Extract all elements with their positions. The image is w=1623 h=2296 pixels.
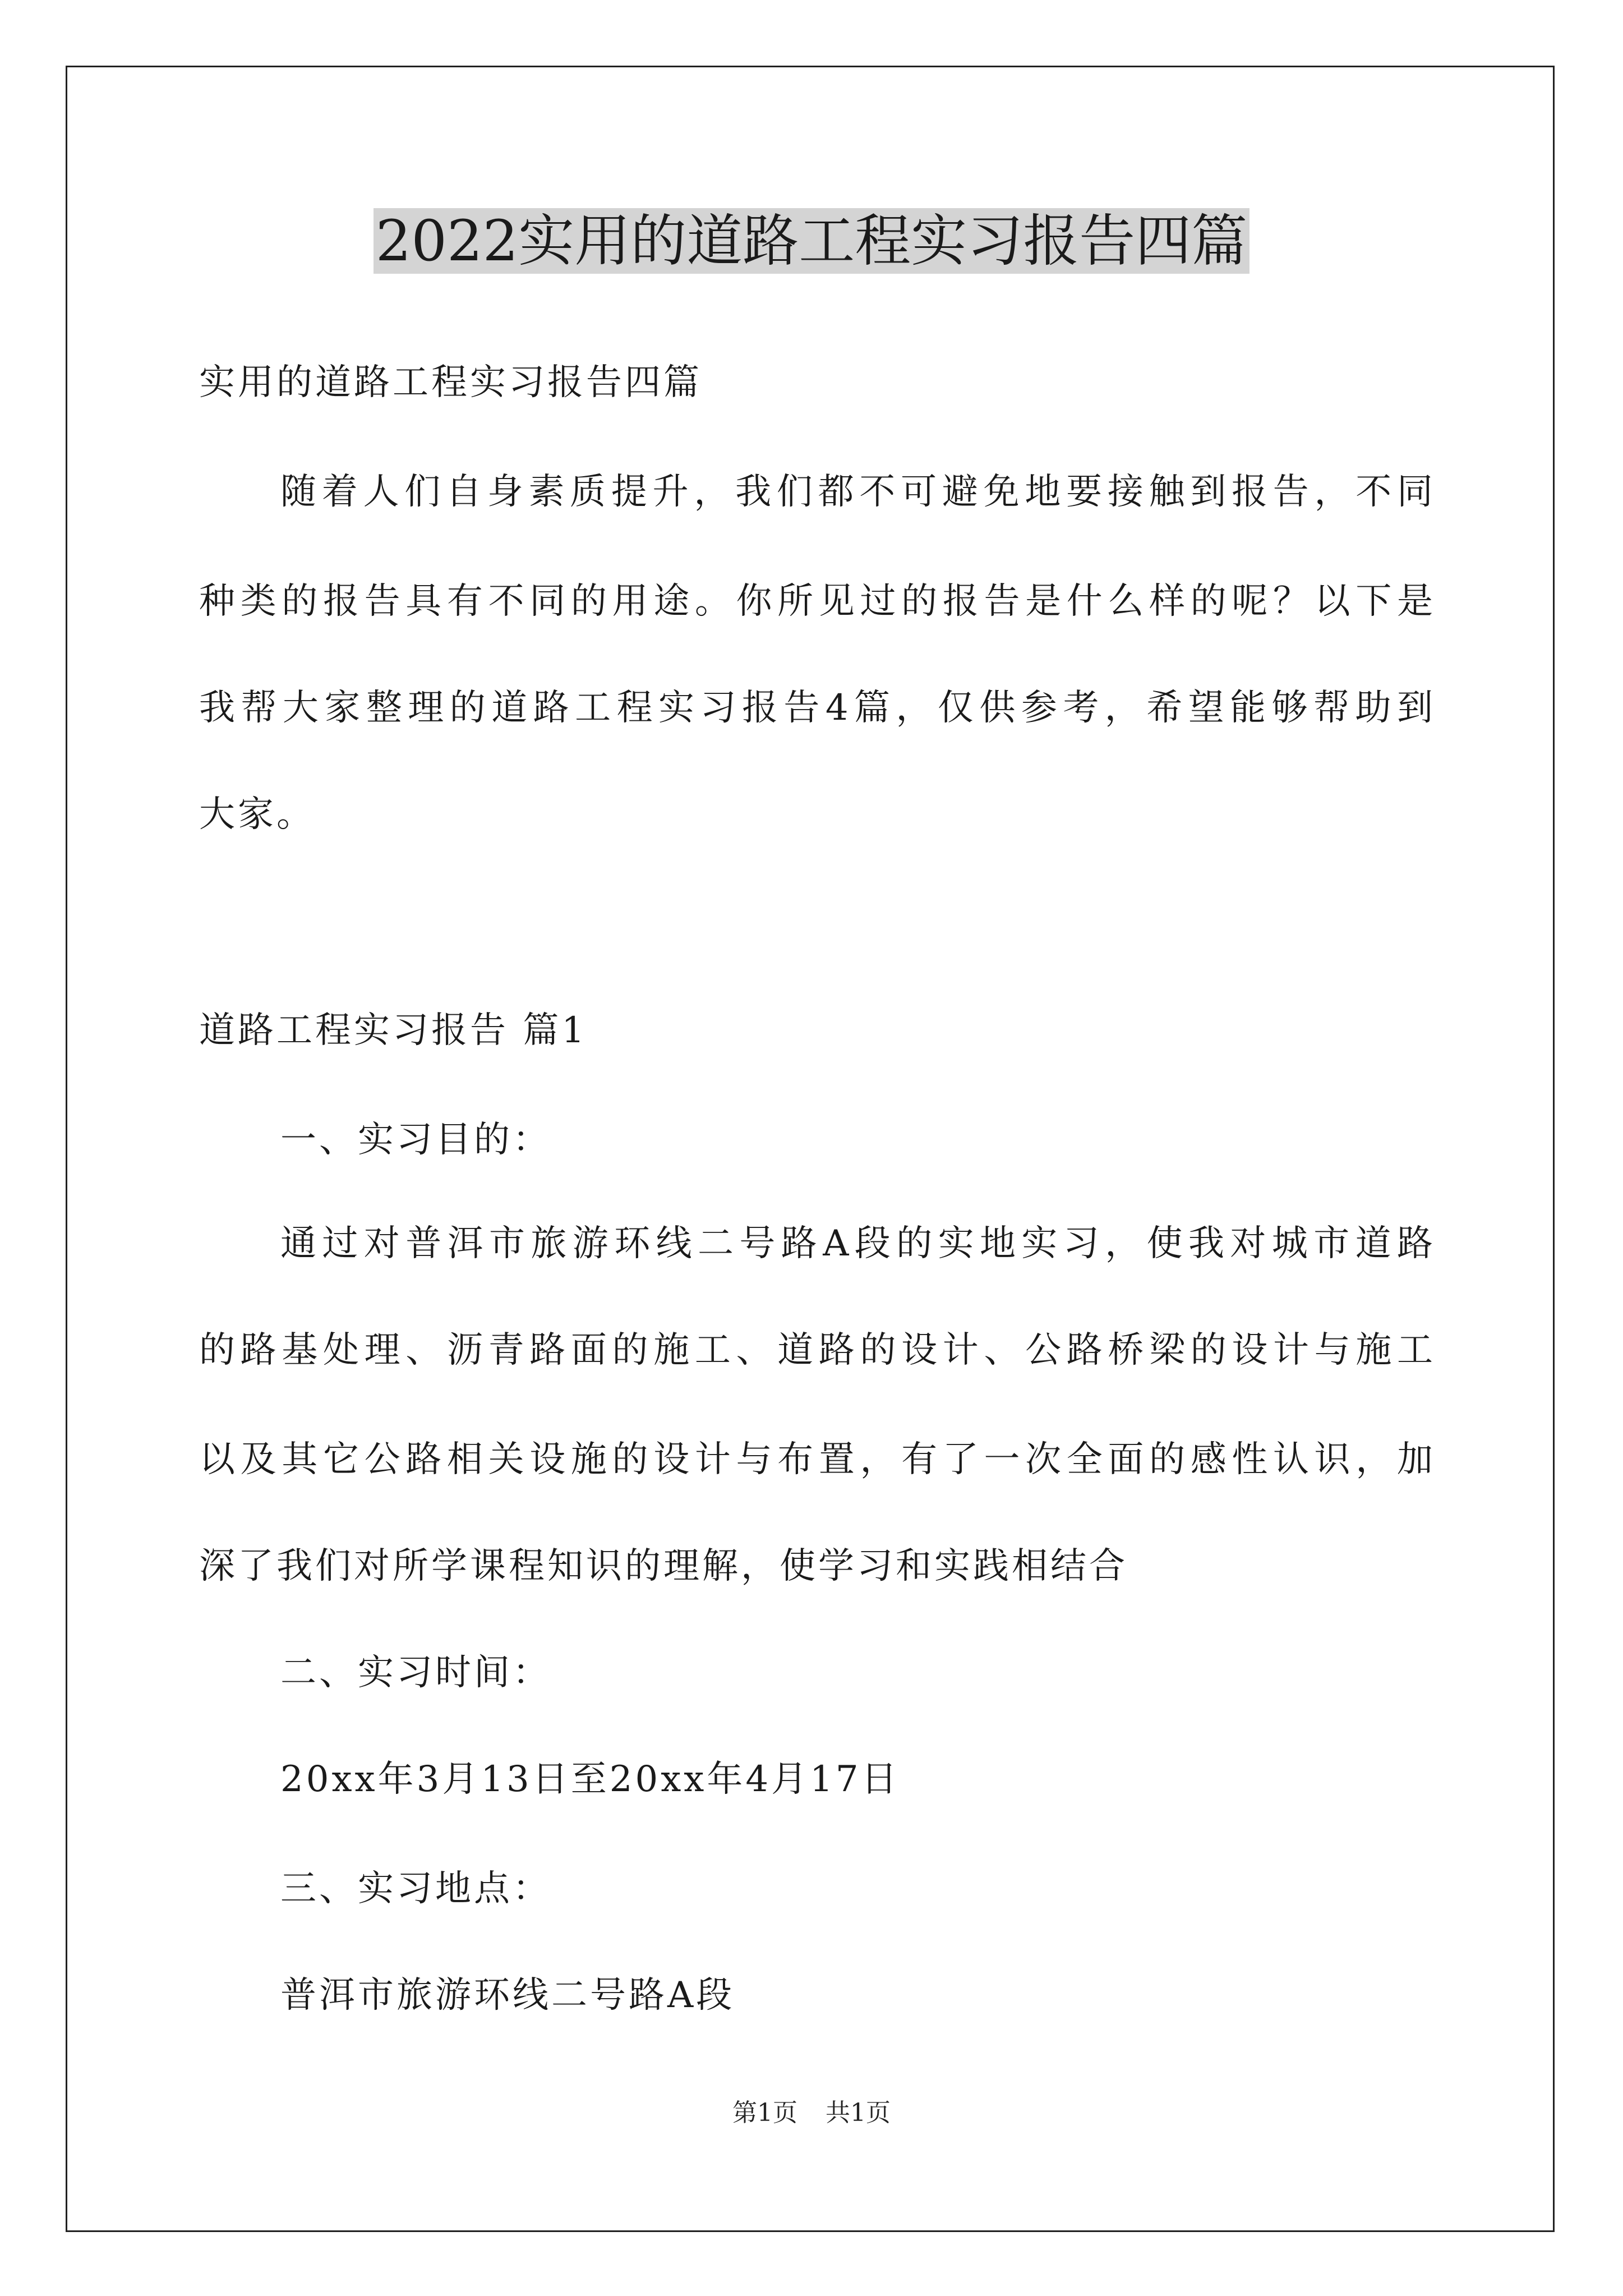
page-number-total: 共1页 xyxy=(826,2099,891,2127)
intro-line-3: 我帮大家整理的道路工程实习报告4篇，仅供参考，希望能够帮助到 xyxy=(199,687,1433,729)
page-footer xyxy=(0,2092,1623,2128)
item1-line-2: 的路基处理、沥青路面的施工、道路的设计、公路桥梁的设计与施工 xyxy=(199,1329,1433,1371)
intro-line-1: 随着人们自身素质提升，我们都不可避免地要接触到报告，不同 xyxy=(280,471,1433,513)
document-title xyxy=(0,202,1623,280)
item1-heading: 一、实习目的： xyxy=(280,1119,551,1161)
item2-value: 20xx年3月13日至20xx年4月17日 xyxy=(280,1759,900,1800)
item1-line-3: 以及其它公路相关设施的设计与布置，有了一次全面的感性认识，加 xyxy=(199,1439,1433,1480)
item2-heading: 二、实习时间： xyxy=(280,1652,551,1694)
intro-line-2: 种类的报告具有不同的用途。你所见过的报告是什么样的呢？以下是 xyxy=(199,581,1433,622)
item3-value: 普洱市旅游环线二号路A段 xyxy=(280,1975,735,2016)
item1-line-1: 通过对普洱市旅游环线二号路A段的实地实习，使我对城市道路 xyxy=(280,1223,1433,1264)
intro-line-4: 大家。 xyxy=(199,794,315,835)
item1-line-4: 深了我们对所学课程知识的理解，使学习和实践相结合 xyxy=(199,1545,1128,1587)
document-title-text: 2022实用的道路工程实习报告四篇 xyxy=(374,208,1250,274)
document-subtitle: 实用的道路工程实习报告四篇 xyxy=(199,362,702,403)
section-heading: 道路工程实习报告 篇1 xyxy=(199,1010,588,1051)
page-number-current: 第1页 xyxy=(732,2099,797,2127)
item3-heading: 三、实习地点： xyxy=(280,1868,551,1910)
